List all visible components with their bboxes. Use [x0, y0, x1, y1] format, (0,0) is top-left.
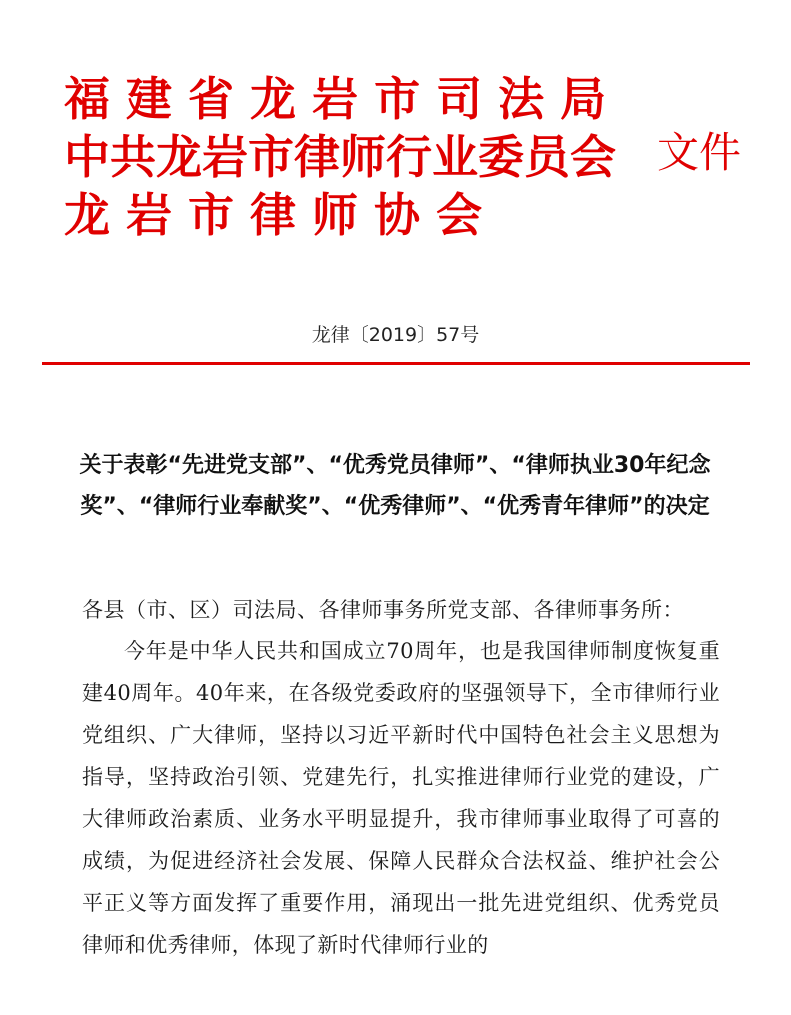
document-label: 文件 — [657, 128, 742, 177]
issuer-lawyers-association — [64, 186, 634, 244]
issuer-party-committee-text: 中共龙岩市律师行业委员会 — [64, 130, 616, 184]
issuer-justice-bureau-text: 福 建 省 龙 岩 市 司 法 局 — [64, 72, 607, 126]
issuing-authorities — [64, 70, 664, 244]
body-paragraph: 今年是中华人民共和国成立70周年，也是我国律师制度恢复重建40周年。40年来，在各级党委政府的坚强领导下，全市律师行业党组织、广大律师，坚持以习近平新时代中国特色社会主义思想为指导，坚持政治引领、党建先行，扎实推进律师行业党的建设，广大律师政治素质、业务水平明显提升，我市律师事业取得了可喜的成绩，为促进经济社会发展、保障人民群众合法权益、维护社会公平正义等方面发挥了重要作用，涌现出一批先进党组织、优秀党员律师和优秀律师，体现了新时代律师行业的 — [82, 639, 720, 957]
issuer-lawyers-association-text: 龙 岩 市 律 师 协 会 — [64, 188, 483, 242]
issuer-party-committee — [64, 128, 664, 186]
red-divider — [42, 362, 750, 365]
document-number: 龙律〔2019〕57号 — [311, 324, 480, 346]
document-title: 关于表彰“先进党支部”、“优秀党员律师”、“律师执业30年纪念奖”、“律师行业奉献奖”、“优秀律师”、“优秀青年律师”的决定 — [79, 453, 711, 519]
salutation: 各县（市、区）司法局、各律师事务所党支部、各律师事务所： — [82, 598, 684, 622]
issuer-justice-bureau — [64, 70, 634, 128]
